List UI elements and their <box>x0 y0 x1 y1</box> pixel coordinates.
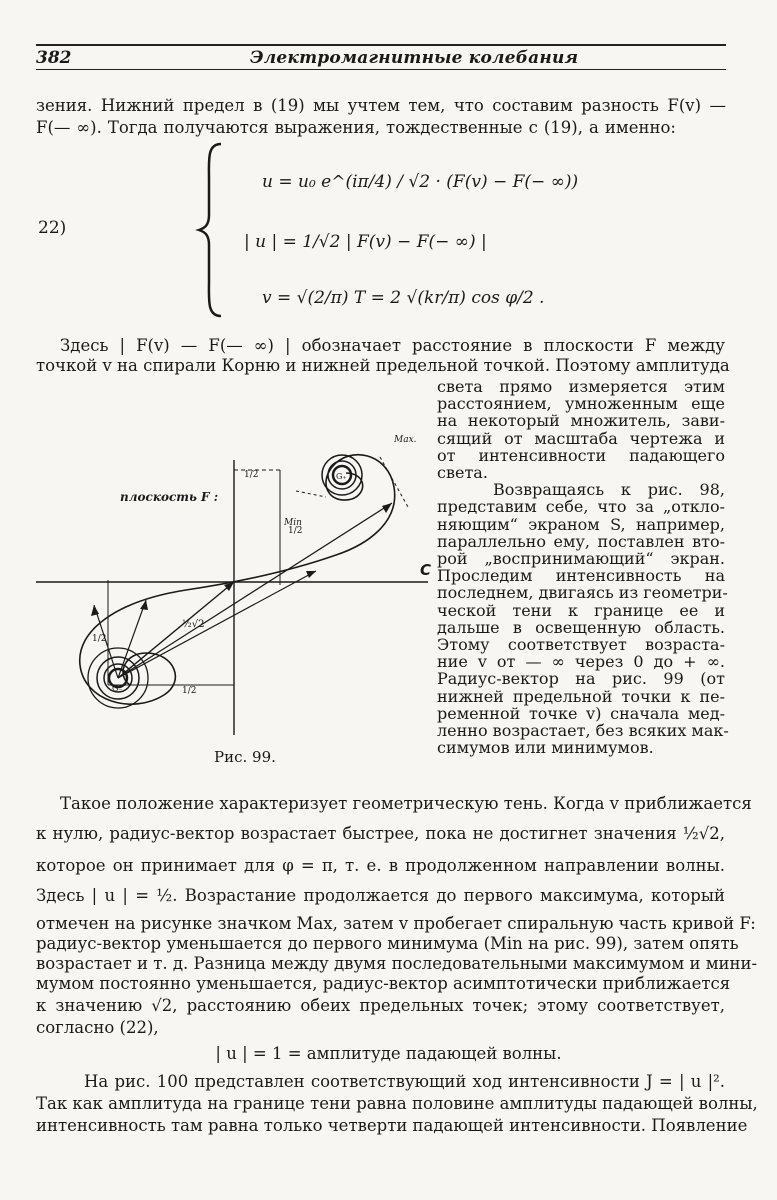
min-label: Min <box>284 518 302 528</box>
half-label-vertical: 1/2 <box>288 526 303 536</box>
rc-line: Радиус-вектор на рис. 99 (от <box>437 669 725 689</box>
max-label: Max. <box>394 435 417 445</box>
header-bottom-rule <box>36 69 726 70</box>
rc-line: от интенсивности падающего <box>437 445 725 465</box>
rc-line: ческой тени к границе ее и <box>437 600 725 620</box>
rc-line: ременной точке v) сначала мед- <box>437 703 725 723</box>
para3-line-2: к нулю, радиус-вектор возрастает быстрее, пока не достигнет значения ½√2, <box>36 824 725 843</box>
para2-line-1: Здесь | F(v) — F(— ∞) | обозначает расстояние в плоскости F между <box>60 336 725 355</box>
equation-line-3: v = √(2/π) T = 2 √(kr/π) cos φ/2 . <box>262 288 545 308</box>
para3-line-9: к значению √2, расстоянию обеих предельных точек; этому соответствует, <box>36 996 725 1015</box>
equation-number: 22) <box>38 218 67 238</box>
para3-line-5: отмечен на рисунке значком Max, затем v пробегает спиральную часть кривой F: <box>36 914 756 933</box>
rc-line: сящий от масштаба чертежа и <box>437 428 725 448</box>
para3-line-1: Такое положение характеризует геометрическую тень. Когда v приближается <box>60 794 752 813</box>
rc-line: ленно возрастает, без всяких мак- <box>437 721 729 741</box>
rc-line: Этому соответствует возраста- <box>437 635 725 655</box>
half-label-bottom: 1/2 <box>182 686 197 696</box>
rc-line: света прямо измеряется этим <box>437 377 725 396</box>
header-top-rule <box>36 44 726 46</box>
rc-line: рой „воспринимающий“ экран. <box>437 549 725 569</box>
rc-line: представим себе, что за „откло- <box>437 497 725 517</box>
g-minus-label: G₋ <box>112 684 123 693</box>
g-plus-label: G₊ <box>336 472 347 481</box>
figure-caption: Рис. 99. <box>214 748 276 766</box>
radius-vector-max <box>118 503 392 678</box>
equation-line-1: u = u₀ e^(iπ/4) / √2 · (F(v) − F(− ∞)) <box>262 172 579 192</box>
rc-line: Возвращаясь к рис. 98, <box>493 480 725 500</box>
right-column-text <box>437 377 729 758</box>
running-title: Электромагнитные колебания <box>250 48 579 68</box>
para1-line-2: F(— ∞). Тогда получаются выражения, тождественные с (19), а именно: <box>36 118 676 137</box>
para3-line-7: возрастает и т. д. Разница между двумя последовательными максимумом и мини- <box>36 954 758 973</box>
equation-brace <box>195 140 235 320</box>
half-label-top: 1/2 <box>244 470 259 480</box>
para3-line-10: согласно (22), <box>36 1018 159 1037</box>
rc-line: на некоторый множитель, зави- <box>437 411 725 431</box>
rc-line: расстоянием, умноженным еще <box>437 394 725 414</box>
plane-label: плоскость F : <box>120 490 219 504</box>
para3-line-4: Здесь | u | = ½. Возрастание продолжается до первого максимума, который <box>36 886 725 905</box>
rc-line: ние v от — ∞ через 0 до + ∞. <box>437 652 725 672</box>
sqrt-label: ½√2 <box>182 619 205 630</box>
rc-line: няющим“ экраном S, например, <box>437 514 725 534</box>
centered-equation: | u | = 1 = амплитуде падающей волны. <box>215 1044 562 1063</box>
para3-line-6: радиус-вектор уменьшается до первого минимума (Min на рис. 99), затем опять <box>36 934 739 953</box>
axis-label-c: C <box>420 561 432 579</box>
para3-line-3: которое он принимает для φ = π, т. е. в продолженном направлении волны. <box>36 856 725 875</box>
para4-line-2: Так как амплитуда на границе тени равна половине амплитуды падающей волны, <box>36 1094 758 1113</box>
rc-line: последнем, двигаясь из геометри- <box>437 583 728 603</box>
rc-line: параллельно ему, поставлен вто- <box>437 531 725 551</box>
rc-line: нижней предельной точки к пе- <box>437 686 725 706</box>
page-number: 382 <box>36 48 72 68</box>
equation-line-2: | u | = 1/√2 | F(v) − F(− ∞) | <box>244 232 487 252</box>
para4-line-1: На рис. 100 представлен соответствующий ход интенсивности J = | u |². <box>84 1072 725 1091</box>
radius-vector-4 <box>118 571 316 678</box>
rc-line: света. <box>437 463 488 483</box>
rc-line: симумов или минимумов. <box>437 738 654 758</box>
para4-line-3: интенсивность там равна только четверти падающей интенсивности. Появление <box>36 1116 748 1135</box>
para3-line-8: мумом постоянно уменьшается, радиус-вектор асимптотически приближается <box>36 974 731 993</box>
rc-line: Проследим интенсивность на <box>437 566 725 586</box>
half-label-left: 1/2 <box>92 634 107 644</box>
para1-line-1: зения. Нижний предел в (19) мы учтем тем, что составим разность F(v) — <box>36 96 726 115</box>
cornu-spiral-figure <box>36 395 436 745</box>
para2-line-2: точкой v на спирали Корню и нижней предельной точкой. Поэтому амплитуда <box>36 356 730 375</box>
min-marker-line <box>296 491 326 497</box>
rc-line: дальше в освещенную область. <box>437 617 725 637</box>
